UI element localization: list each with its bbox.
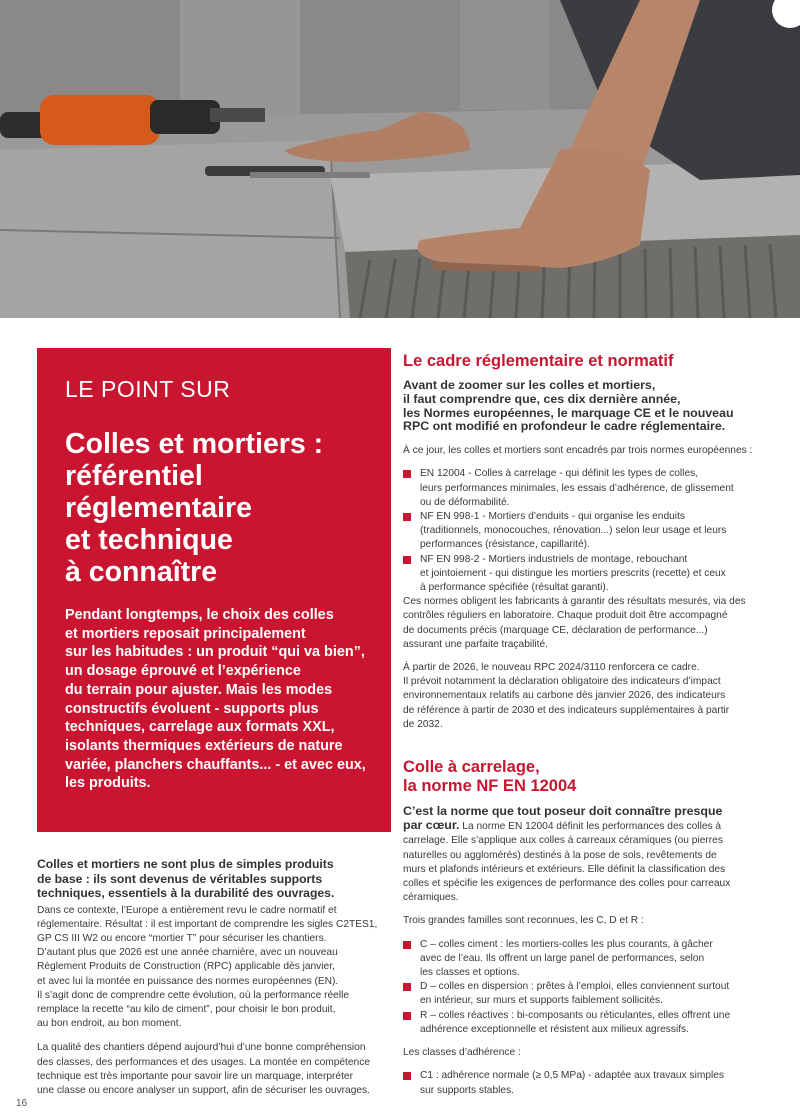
text-line: ou de déformabilité. (420, 496, 510, 508)
heading-line: Colle à carrelage, (403, 758, 540, 777)
text-line: C1 : adhérence normale (≥ 0,5 MPa) - adaptée aux travaux simples (420, 1070, 725, 1082)
text-line: remplace la recette “au kilo de ciment”, pour choisir le bon produit, (37, 1003, 336, 1015)
bullet-square-icon (403, 1072, 411, 1080)
bullet-text (420, 467, 775, 510)
bullet-item (403, 467, 775, 510)
text-line: assurant une parfaite traçabilité. (403, 638, 548, 650)
text-line: Règlement Produits de Construction (RPC) applicable dès janvier, (37, 961, 335, 973)
text-line: D – colles en dispersion : prêtes à l’emploi, elles conviennent surtout (420, 981, 730, 993)
text-line: naturelles ou agglomérés) destinés à la pose de sols, revêtements de (403, 849, 717, 861)
bullet-item (403, 1009, 775, 1037)
bullet-square-icon (403, 1012, 411, 1020)
text-line: environnementaux relatifs au carbone dès janvier 2026, des indicateurs (403, 690, 726, 702)
bullet-square-icon (403, 470, 411, 478)
lead-line: les Normes européennes, le marquage CE et le nouveau (403, 405, 734, 420)
text-line: À ce jour, les colles et mortiers sont encadrés par trois normes européennes : (403, 445, 753, 457)
title-line: et technique (65, 524, 233, 556)
heading-line: Le cadre réglementaire et normatif (403, 352, 674, 370)
intro-line: techniques, carrelage aux formats XXL, (65, 719, 335, 736)
article-intro (65, 606, 369, 793)
text-line: D’autant plus que 2026 est une année charnière, avec un nouveau (37, 947, 338, 959)
text-line: performances (résistance, capillarité). (420, 539, 590, 551)
tile-adhesive-paragraph (403, 804, 775, 905)
text-line: de 2032. (403, 718, 443, 730)
text-line: une classe ou encore analyser un support, afin de sécuriser les ouvrages. (37, 1084, 370, 1096)
intro-line: sur les habitudes : un produit “qui va bien”, (65, 644, 365, 661)
bullet-square-icon (403, 941, 411, 949)
bullet-item (403, 980, 775, 1008)
text-line: GP CS III W2 ou encore “mortier T” pour sécuriser les chantiers. (37, 932, 327, 944)
text-line: au bon endroit, au bon moment. (37, 1018, 182, 1030)
tiling-scene-illustration (0, 0, 800, 318)
intro-line: et mortiers reposait principalement (65, 625, 306, 642)
heading-line: la norme NF EN 12004 (403, 777, 577, 796)
families-intro (403, 914, 775, 928)
left-paragraph-2 (37, 1041, 393, 1098)
text-line: à performance spécifiée (résultat garanti). (420, 582, 609, 594)
left-lead-paragraph (37, 857, 393, 901)
right-column-text (403, 352, 775, 1098)
bullet-text (420, 1009, 775, 1037)
lead-line: Colles et mortiers ne sont plus de simples produits (37, 857, 334, 871)
text-line: NF EN 998-2 - Mortiers industriels de montage, rebouchant (420, 553, 688, 565)
rpc-paragraph (403, 661, 775, 732)
bullet-text (420, 938, 775, 981)
bullet-item (403, 1069, 775, 1097)
text-line: et avec lui la montée en puissance des normes européennes (EN). (37, 975, 339, 987)
bullet-text (420, 510, 775, 553)
bullet-item (403, 553, 775, 596)
standards-paragraph (403, 595, 775, 652)
text-line: céramiques. (403, 892, 459, 904)
intro-line: un dosage éprouvé et l’expérience (65, 663, 301, 680)
standards-intro (403, 444, 775, 458)
bullet-square-icon (403, 513, 411, 521)
bullet-item (403, 510, 775, 553)
text-line: R – colles réactives : bi-composants ou réticulantes, elles offrent une (420, 1009, 731, 1021)
section-heading-tile-adhesive (403, 758, 775, 796)
text-inline: La norme EN 12004 définit les performances des colles à (459, 821, 722, 833)
text-line: Les classes d’adhérence : (403, 1047, 521, 1059)
text-line: À partir de 2026, le nouveau RPC 2024/3110 renforcera ce cadre. (403, 662, 700, 674)
title-line: référentiel (65, 460, 203, 492)
regulatory-lead (403, 379, 775, 434)
mixed-line (403, 818, 775, 834)
text-line: murs et plafonds intérieurs et extérieurs. Elle définit la classification des (403, 863, 726, 875)
text-line: C – colles ciment : les mortiers-colles les plus courants, à gâcher (420, 938, 713, 950)
intro-line: isolants thermiques extérieurs de nature (65, 737, 343, 754)
text-line: EN 12004 - Colles à carrelage - qui définit les types de colles, (420, 468, 699, 480)
text-line: Dans ce contexte, l’Europe a entièrement revu le cadre normatif et (37, 904, 337, 916)
hero-photo (0, 0, 800, 318)
text-line: Il prévoit notamment la déclaration obligatoire des indicateurs d’impact (403, 676, 721, 688)
lead-line: de base : ils sont devenus de véritables supports (37, 871, 323, 886)
article-title (65, 428, 369, 588)
text-line: et jointoiement - qui distingue les mortiers prescrits (recette) et ceux (420, 567, 726, 579)
text-line: avec de l’eau. Ils offrent un large panel de performances, selon (420, 952, 705, 964)
title-line: réglementaire (65, 492, 252, 524)
bullet-text (420, 980, 775, 1008)
feature-card (37, 348, 391, 832)
text-line: NF EN 998-1 - Mortiers d’enduits - qui organise les enduits (420, 511, 685, 522)
text-line: sur supports stables. (420, 1084, 514, 1096)
lead-inline: par cœur. (403, 818, 460, 833)
section-heading-regulatory (403, 352, 775, 371)
bullet-text (420, 553, 775, 596)
lead-line: techniques, essentiels à la durabilité des ouvrages. (37, 886, 335, 900)
text-line: réglementaire. Résultat : il est important de comprendre les sigles C2TES1, (37, 918, 378, 930)
text-line: Trois grandes familles sont reconnues, les C, D et R : (403, 915, 644, 927)
left-paragraph-1 (37, 904, 393, 1032)
bullet-square-icon (403, 556, 411, 564)
text-line: contrôles réguliers en laboratoire. Chaque produit doit être accompagné (403, 610, 728, 622)
text-line: Ces normes obligent les fabricants à garantir des résultats mesurés, via des (403, 596, 746, 608)
left-column-text (37, 857, 393, 1098)
text-line: en intérieur, sur murs et supports faiblement sollicités. (420, 995, 663, 1007)
bullet-text (420, 1069, 775, 1097)
text-line: adhérence exceptionnelle et résistent aux milieux agressifs. (420, 1023, 689, 1035)
text-line: La qualité des chantiers dépend aujourd’hui d’une bonne compréhension (37, 1042, 366, 1054)
bullet-square-icon (403, 983, 411, 991)
title-line: à connaître (65, 556, 218, 588)
lead-line: il faut comprendre que, ces dix dernière année, (403, 391, 681, 406)
text-line: colles et spécifie les exigences de performance des colles pour carreaux (403, 878, 731, 890)
lead-line: RPC ont modifié en profondeur le cadre réglementaire. (403, 419, 726, 434)
text-line: les classes et options. (420, 967, 520, 979)
text-line: leurs performances minimales, les essais d’adhérence, de glissement (420, 482, 734, 494)
adhesion-intro (403, 1046, 775, 1060)
text-line: des classes, des performances et des usages. La montée en compétence (37, 1056, 370, 1068)
text-line: (traditionnels, monocouches, rénovation...) selon leur usage et leurs (420, 525, 727, 537)
intro-line: du terrain pour ajuster. Mais les modes (65, 681, 333, 698)
text-line: carrelage. Elle s’applique aux colles à carreaux céramiques (ou pierres (403, 835, 723, 847)
bullet-item (403, 938, 775, 981)
intro-line: constructifs évoluent - supports plus (65, 700, 319, 717)
text-line: de référence à partir de 2030 et des indicateurs supplémentaires à partir (403, 704, 730, 716)
text-line: de documents précis (marquage CE, déclaration de performance...) (403, 624, 708, 636)
lead-line: C’est la norme que tout poseur doit connaître presque (403, 804, 723, 819)
lead-line: Avant de zoomer sur les colles et mortiers, (403, 378, 656, 392)
intro-line: les produits. (65, 775, 151, 792)
intro-line: variée, planchers chauffants... - et avec eux, (65, 756, 366, 773)
title-line: Colles et mortiers : (65, 428, 324, 460)
text-line: Il s’agit donc de comprendre cette évolution, où la performance réelle (37, 989, 350, 1001)
page-number: 16 (16, 1098, 28, 1109)
intro-line: Pendant longtemps, le choix des colles (65, 607, 334, 623)
section-kicker: LE POINT SUR (65, 376, 231, 402)
text-line: technique est très importante pour savoir lire un marquage, interpréter (37, 1070, 353, 1082)
